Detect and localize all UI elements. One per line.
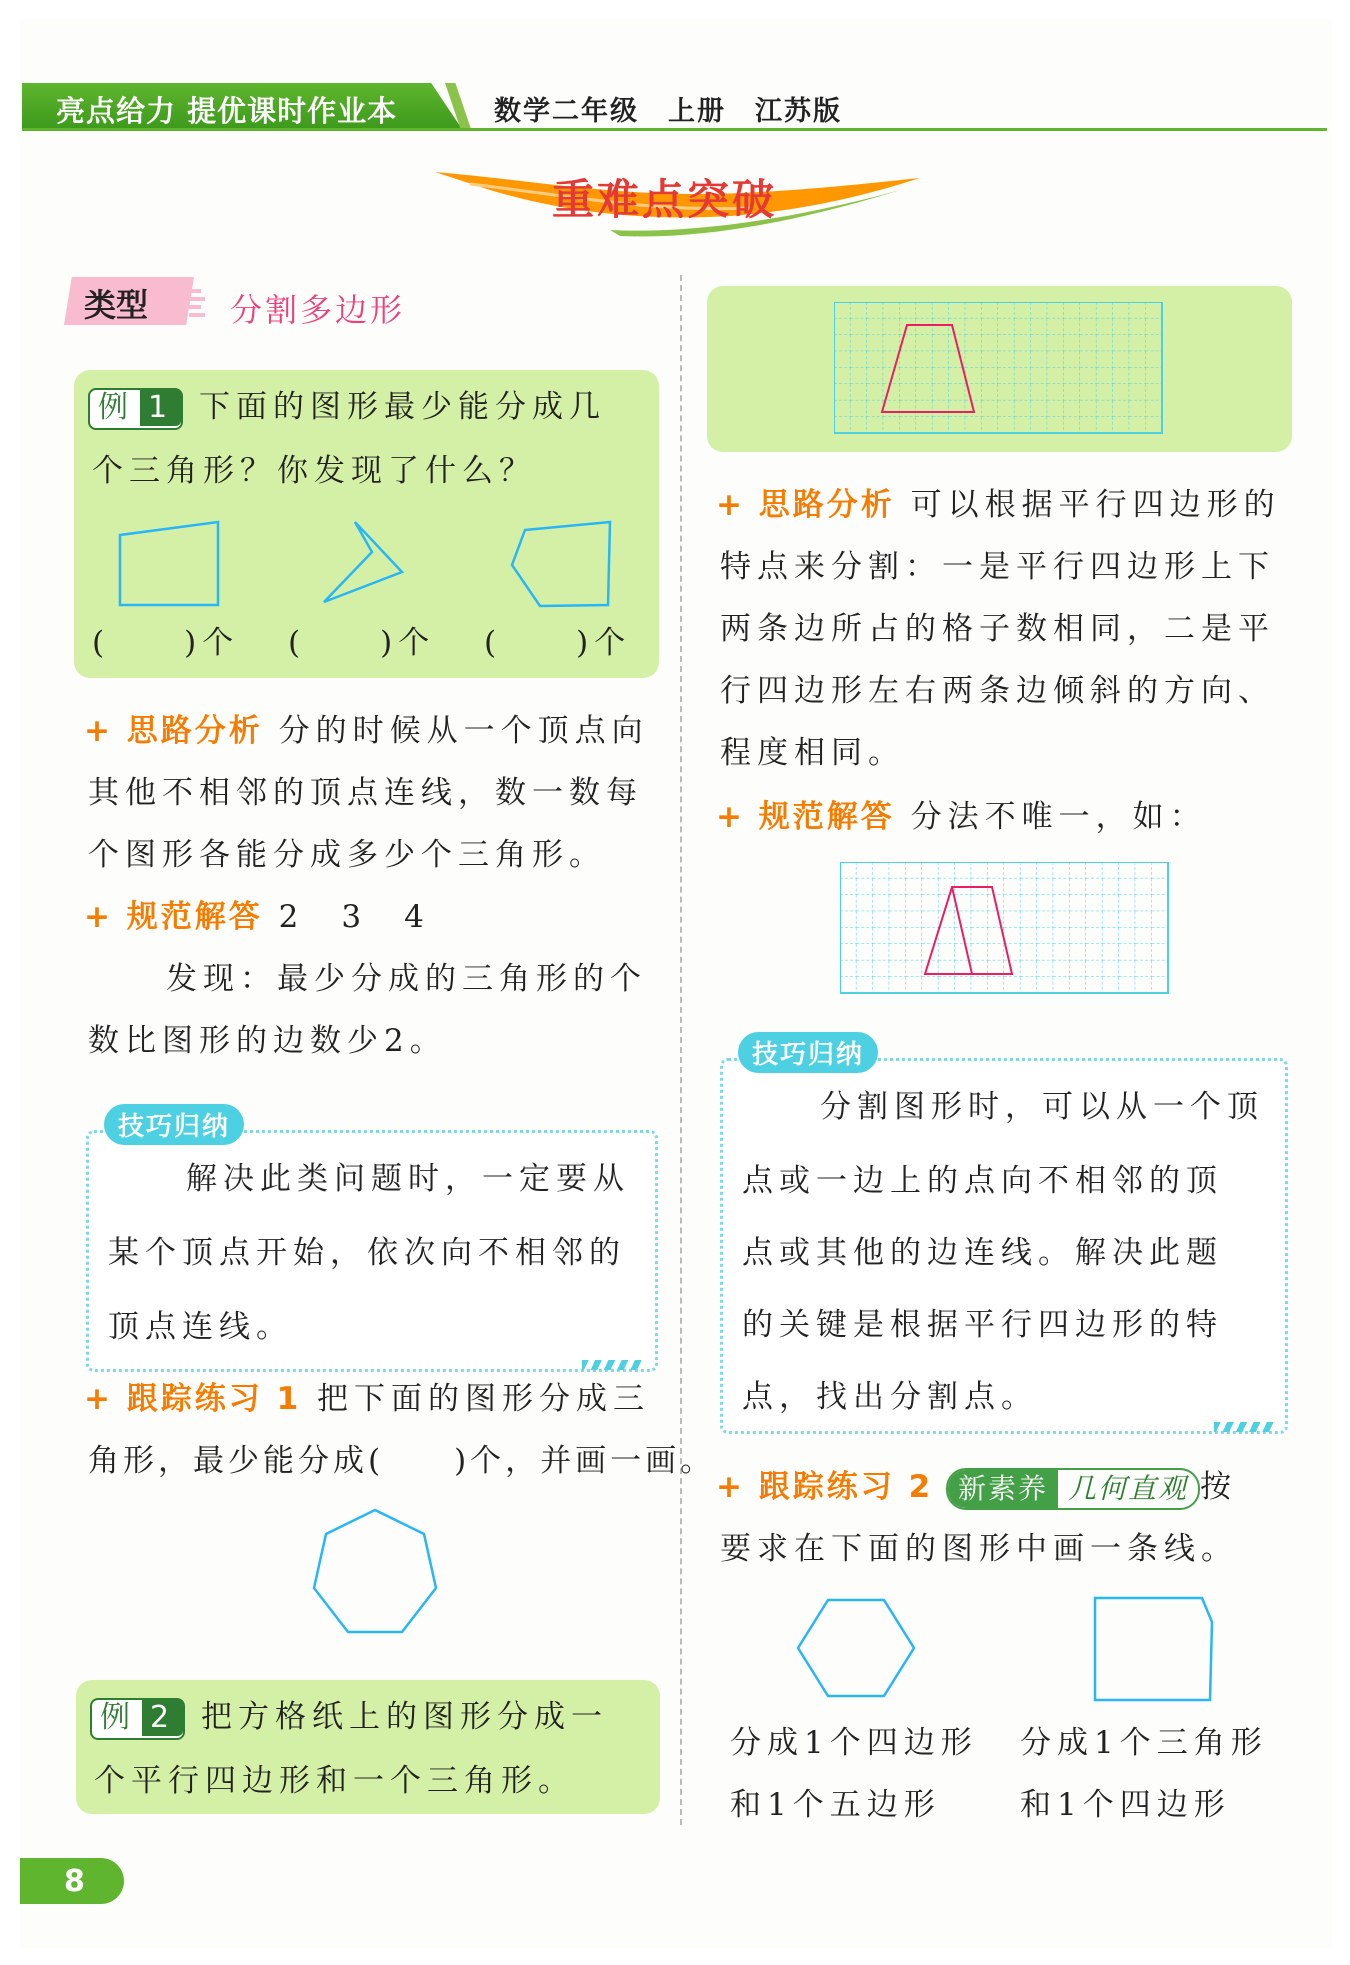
tip1-line3: 顶点连线。	[108, 1309, 293, 1345]
example1-question-line2: 个三角形？你发现了什么？	[92, 453, 536, 489]
column-divider	[680, 275, 682, 1825]
subject-info: 数学二年级 上册 江苏版	[494, 96, 842, 127]
pentagon-shape	[512, 522, 610, 606]
tip2-stripes	[1214, 1422, 1274, 1432]
concave-quadrilateral-shape	[324, 522, 402, 602]
practice2-shapes	[790, 1590, 1240, 1710]
tip2-line5: 点，找出分割点。	[742, 1379, 1038, 1415]
answer1-label: 规范解答	[126, 899, 263, 935]
grid-figure-1	[834, 302, 1164, 437]
hexagon-shape	[798, 1600, 914, 1696]
answer2-label: 规范解答	[758, 799, 895, 835]
practice2-caption-right-2: 和1个四边形	[1020, 1787, 1231, 1823]
practice2-line2: 要求在下面的图形中画一条线。	[720, 1531, 1238, 1567]
series-title: 亮点给力 提优课时作业本	[56, 94, 398, 128]
analysis1-line1: + 思路分析 分的时候从一个顶点向	[84, 713, 649, 749]
example1-badge: 例 1	[88, 388, 183, 430]
pentagon-square-shape	[1095, 1598, 1212, 1700]
example2-line2: 个平行四边形和一个三角形。	[94, 1763, 575, 1799]
analysis1-line3: 个图形各能分成多少个三角形。	[88, 837, 606, 873]
practice2-line1: + 跟踪练习 2 新素养 几何直观 按	[716, 1456, 1234, 1518]
analysis2-line4: 行四边形左右两条边倾斜的方向、	[720, 673, 1275, 709]
analysis2-line2: 特点来分割：一是平行四边形上下	[720, 549, 1275, 585]
quadrilateral-shape	[120, 522, 218, 605]
example1-blank-2: ( )个	[288, 625, 436, 661]
page-number-tab	[20, 1858, 124, 1904]
practice2-caption-right-1: 分成1个三角形	[1020, 1725, 1268, 1761]
answer1-values: 2 3 4	[278, 899, 430, 935]
answer2-line: + 规范解答 分法不唯一，如：	[716, 799, 1207, 835]
type-title: 分割多边形	[230, 291, 406, 329]
literacy-pill: 新素养 几何直观	[946, 1468, 1200, 1510]
tip1-line2: 某个顶点开始，依次向不相邻的	[108, 1235, 626, 1271]
header-rule	[22, 128, 1327, 131]
practice2-caption-left-1: 分成1个四边形	[730, 1725, 978, 1761]
tip2-line1: 分割图形时，可以从一个顶	[820, 1089, 1264, 1125]
practice1-label: 跟踪练习 1	[126, 1381, 302, 1417]
type-tag-label: 类型	[84, 286, 149, 324]
answer1-finding-line1: 发现：最少分成的三角形的个	[166, 961, 647, 997]
tip2-line3: 点或其他的边连线。解决此题	[742, 1235, 1223, 1271]
grid-figure-2	[840, 862, 1172, 996]
analysis2-line5: 程度相同。	[720, 735, 905, 771]
practice1-line2: 角形，最少能分成( )个，并画一画。	[88, 1443, 716, 1479]
banner-title: 重难点突破	[552, 175, 778, 224]
example2-badge: 例 2	[90, 1698, 185, 1740]
practice2-label: 跟踪练习 2	[758, 1469, 934, 1505]
type-stripes-icon	[183, 287, 213, 321]
analysis1-label: 思路分析	[126, 713, 263, 749]
example1-blank-1: ( )个	[92, 625, 240, 661]
analysis1-line2: 其他不相邻的顶点连线，数一数每	[88, 775, 643, 811]
tip2-line4: 的关键是根据平行四边形的特	[742, 1307, 1223, 1343]
example1-blank-3: ( )个	[484, 625, 632, 661]
tip1-line1: 解决此类问题时，一定要从	[186, 1161, 630, 1197]
example2-line1: 例 2 把方格纸上的图形分成一	[90, 1686, 608, 1748]
answer1-line: + 规范解答 2 3 4	[84, 899, 430, 935]
tip2-line2: 点或一边上的点向不相邻的顶	[742, 1163, 1223, 1199]
tip1-tag: 技巧归纳	[104, 1104, 244, 1145]
page-number: 8	[64, 1864, 85, 1899]
example1-line1	[88, 376, 606, 438]
practice1-line1: + 跟踪练习 1 把下面的图形分成三	[84, 1381, 651, 1417]
example1-shapes	[100, 510, 630, 620]
analysis2-label: 思路分析	[758, 487, 895, 523]
tip2-tag: 技巧归纳	[738, 1032, 878, 1073]
example1-question-line1: 下面的图形最少能分成几	[198, 389, 606, 425]
analysis2-line3: 两条边所占的格子数相同，二是平	[720, 611, 1275, 647]
analysis2-line1: + 思路分析 可以根据平行四边形的	[716, 487, 1281, 523]
heptagon-figure	[300, 1500, 450, 1650]
answer1-finding-line2: 数比图形的边数少2。	[88, 1023, 447, 1059]
practice2-caption-left-2: 和1个五边形	[730, 1787, 941, 1823]
